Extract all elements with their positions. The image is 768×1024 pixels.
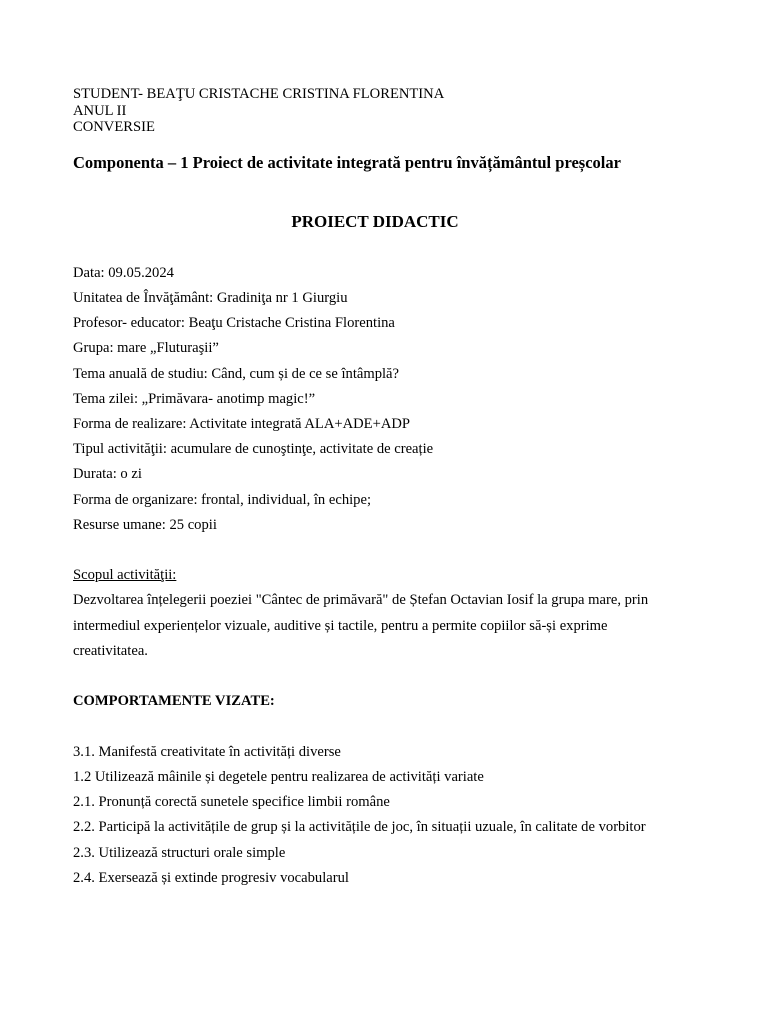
detail-school-unit: Unitatea de Învăţământ: Gradiniţa nr 1 Giurgiu	[73, 290, 348, 306]
detail-duration: Durata: o zi	[73, 466, 142, 482]
behavior-item: 2.3. Utilizează structuri orale simple	[73, 845, 286, 861]
scope-line-3: creativitatea.	[73, 643, 148, 659]
component-heading: Componenta – 1 Proiect de activitate integrată pentru învățământul preșcolar	[73, 153, 621, 172]
scope-heading: Scopul activităţii:	[73, 567, 177, 583]
behaviors-heading: COMPORTAMENTE VIZATE:	[73, 693, 275, 709]
detail-group: Grupa: mare „Fluturaşii”	[73, 340, 219, 356]
student-name: STUDENT- BEAŢU CRISTACHE CRISTINA FLORENTINA	[73, 86, 445, 102]
detail-form: Forma de realizare: Activitate integrată ALA+ADE+ADP	[73, 416, 411, 432]
scope-line-2: intermediul experiențelor vizuale, auditive și tactile, pentru a permite copiilor să-și exprime	[73, 618, 608, 634]
detail-organization: Forma de organizare: frontal, individual, în echipe;	[73, 492, 371, 508]
detail-annual-theme: Tema anuală de studiu: Când, cum și de ce se întâmplă?	[73, 366, 400, 382]
detail-resources: Resurse umane: 25 copii	[73, 517, 217, 533]
scope-line-1: Dezvoltarea înțelegerii poeziei "Cântec de primăvară" de Ștefan Octavian Iosif la grupa mare, prin	[73, 592, 649, 608]
study-program: CONVERSIE	[73, 119, 155, 135]
behavior-item: 2.4. Exersează și extinde progresiv vocabularul	[73, 870, 349, 886]
detail-date: Data: 09.05.2024	[73, 265, 174, 281]
detail-activity-type: Tipul activităţii: acumulare de cunoştinţe, activitate de creație	[73, 441, 434, 457]
detail-teacher: Profesor- educator: Beaţu Cristache Cristina Florentina	[73, 315, 395, 331]
detail-daily-theme: Tema zilei: „Primăvara- anotimp magic!”	[73, 391, 316, 407]
behavior-item: 3.1. Manifestă creativitate în activități diverse	[73, 744, 341, 760]
behavior-item: 2.1. Pronunță corectă sunetele specifice limbii române	[73, 794, 390, 810]
study-year: ANUL II	[73, 103, 127, 119]
document-title: PROIECT DIDACTIC	[291, 212, 459, 231]
behavior-item: 2.2. Participă la activitățile de grup și la activitățile de joc, în situații uzuale, în calitate de vorbitor	[73, 819, 646, 835]
behavior-item: 1.2 Utilizează mâinile și degetele pentru realizarea de activități variate	[73, 769, 484, 785]
